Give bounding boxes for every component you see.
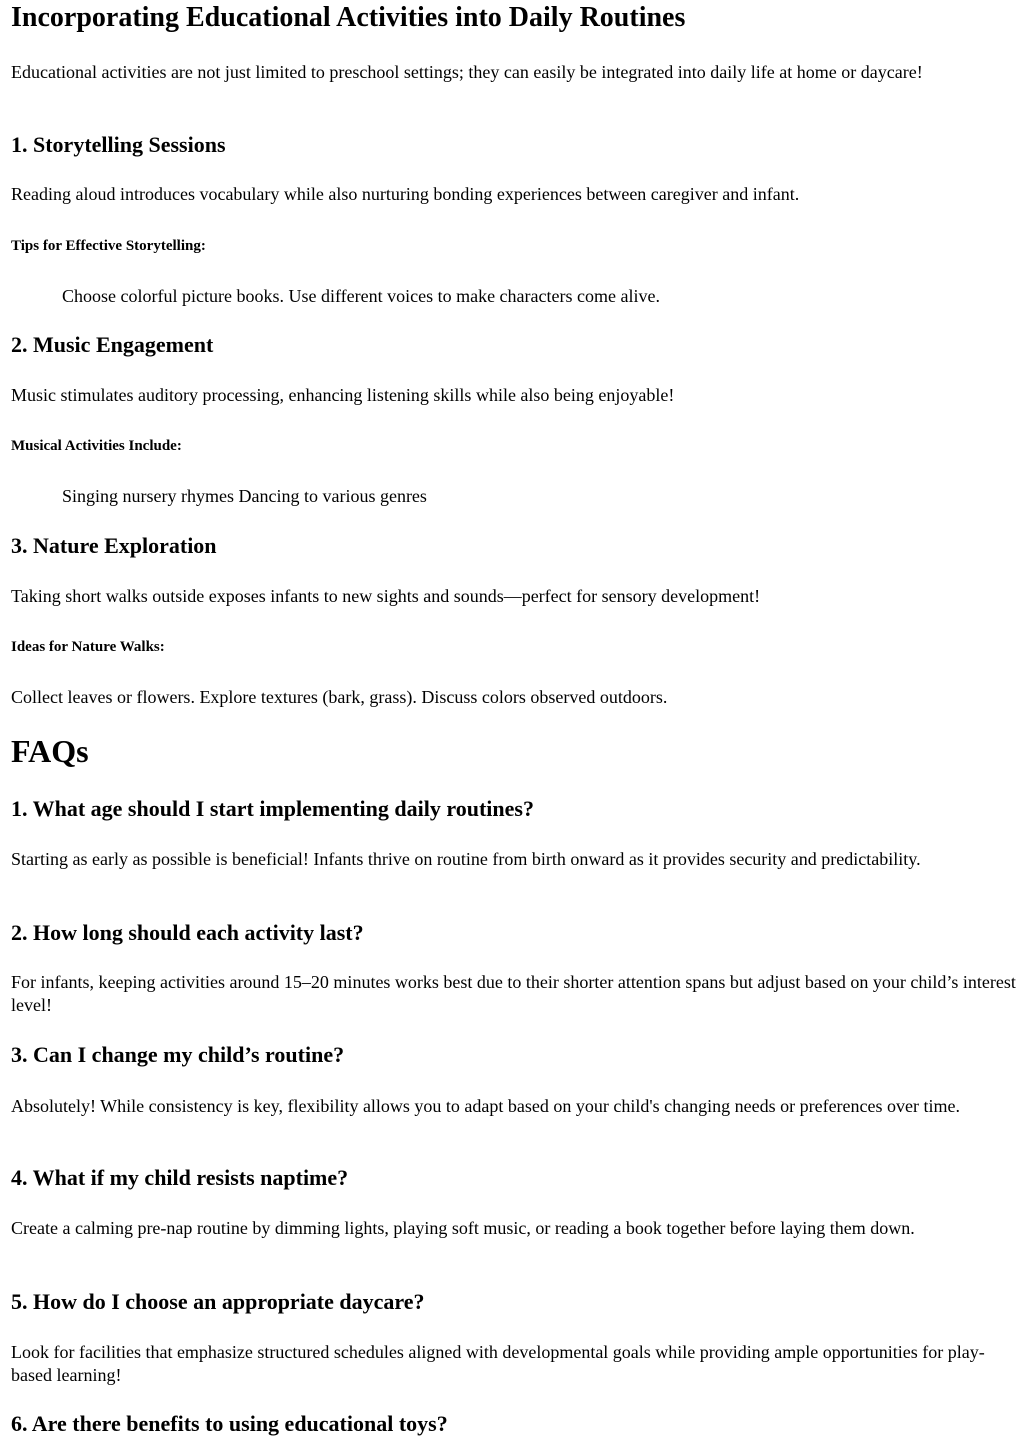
subheading-storytelling-tips: Tips for Effective Storytelling: — [11, 238, 206, 254]
faq-question: 5. How do I choose an appropriate daycare? — [11, 1289, 425, 1314]
faq-question: 2. How long should each activity last? — [11, 920, 364, 945]
faq-question: 6. Are there benefits to using educational toys? — [11, 1411, 448, 1436]
faq-question: 4. What if my child resists naptime? — [11, 1165, 349, 1190]
section-body-storytelling: Reading aloud introduces vocabulary while also nurturing bonding experiences between caregiver and infant. — [11, 184, 800, 204]
section-body-nature: Taking short walks outside exposes infants to new sights and sounds—perfect for sensory development! — [11, 586, 761, 606]
faq-answer: Starting as early as possible is beneficial! Infants thrive on routine from birth onward as it provides security and predictability. — [11, 849, 921, 869]
faq-answer: For infants, keeping activities around 15–20 minutes works best due to their shorter attention spans but adjust based on your child’s interest level! — [11, 972, 1016, 1015]
list-storytelling-tips: Choose colorful picture books. Use different voices to make characters come alive. — [62, 286, 660, 306]
section-body-music: Music stimulates auditory processing, enhancing listening skills while also being enjoyable! — [11, 385, 675, 405]
section-heading-nature: 3. Nature Exploration — [11, 533, 217, 558]
faq-question: 1. What age should I start implementing daily routines? — [11, 796, 534, 821]
subheading-musical-activities: Musical Activities Include: — [11, 438, 182, 454]
faq-answer: Look for facilities that emphasize structured schedules aligned with developmental goals while providing ample opportunities for play-based learning! — [11, 1342, 985, 1385]
faq-answer: Absolutely! While consistency is key, flexibility allows you to adapt based on your child's changing needs or preferences over time. — [11, 1096, 960, 1116]
faq-answer: Create a calming pre-nap routine by dimming lights, playing soft music, or reading a book together before laying them down. — [11, 1218, 915, 1238]
section-heading-music: 2. Music Engagement — [11, 332, 214, 357]
section-heading-storytelling: 1. Storytelling Sessions — [11, 132, 226, 157]
intro-paragraph: Educational activities are not just limited to preschool settings; they can easily be integrated into daily life at home or daycare! — [11, 62, 923, 82]
list-musical-activities: Singing nursery rhymes Dancing to various genres — [62, 486, 427, 506]
faqs-heading: FAQs — [11, 733, 89, 769]
page-title: Incorporating Educational Activities into Daily Routines — [11, 2, 686, 33]
list-nature-walks: Collect leaves or flowers. Explore textures (bark, grass). Discuss colors observed outdoors. — [11, 687, 668, 707]
subheading-nature-walks: Ideas for Nature Walks: — [11, 639, 165, 655]
faq-question: 3. Can I change my child’s routine? — [11, 1042, 345, 1067]
